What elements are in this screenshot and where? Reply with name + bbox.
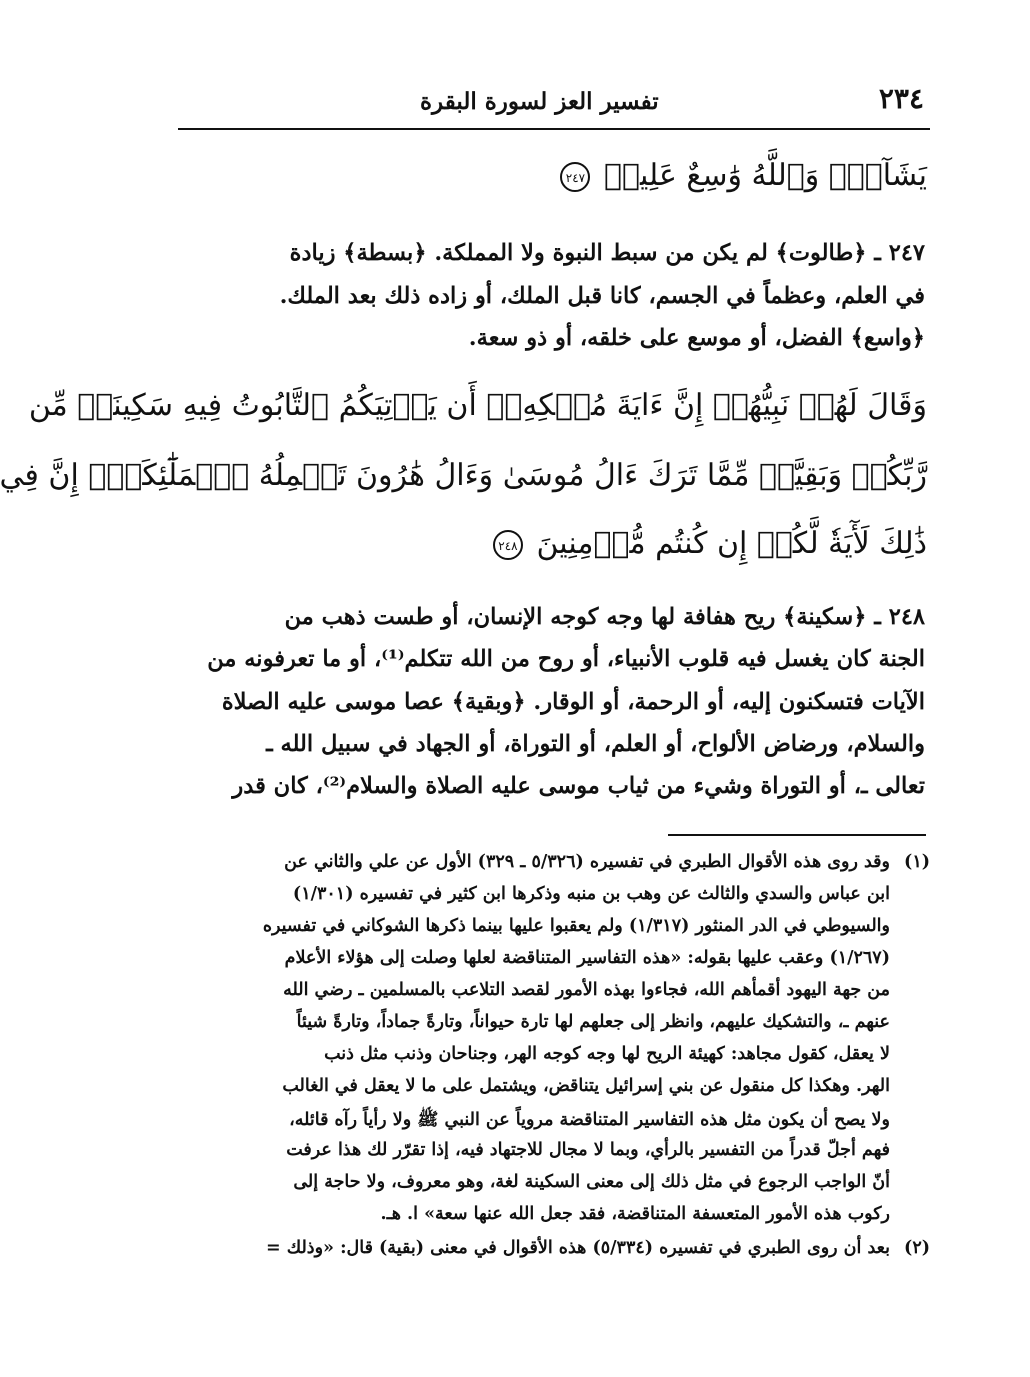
footnote-line: ابن عباس والسدي والثالث عن وهب بن منبه وذكرها ابن كثير في تفسيره (١/٣٠١) — [292, 884, 890, 904]
footnote-line: (١/٢٦٧) وعقب عليها بقوله: «هذه التفاسير المتناقضة لعلها وصلت إلى هؤلاء الأعلام — [284, 948, 890, 968]
footnote-line: ولا يصح أن يكون مثل هذه التفاسير المتناقضة مروياً عن النبي ﷺ ولا رأياً رآه قائله، — [289, 1110, 890, 1130]
footnote-line: عنهم ـ، والتشكيك عليهم، وانظر إلى جعلهم لها تارة حيواناً، وتارةً جماداً، وتارةً شيئاً — [296, 1012, 890, 1032]
ayah-number-mark: ٢٤٧ — [560, 162, 590, 192]
verse-247-text: يَشَآءُۚ وَٱللَّهُ وَٰسِعٌ عَلِيمٞ — [604, 158, 927, 193]
commentary-line: ٢٤٨ ـ ﴿سكينة﴾ ريح هفافة لها وجه كوجه الإنسان، أو طست ذهب من — [284, 604, 925, 630]
book-title: تفسير العز لسورة البقرة — [420, 88, 659, 115]
verse-247-line — [172, 158, 927, 193]
footnote-line: لا يعقل، كقول مجاهد: كهيئة الريح لها وجه كوجه الهر، وجناحان وذنب مثل ذنب — [324, 1044, 890, 1064]
commentary-line: في العلم، وعظماً في الجسم، كانا قبل الملك، أو زاده ذلك بعد الملك. — [279, 283, 925, 309]
footnote-line: ركوب هذه الأمور المتعسفة المتناقضة، فقد جعل الله عنها سعة» ا. هـ. — [380, 1204, 890, 1224]
footnote-number: (٢) — [904, 1238, 930, 1258]
footnote-line: من جهة اليهود أقمأهم الله، فجاءوا بهذه الأمور لقصد التلاعب بالمسلمين ـ رضي الله — [283, 980, 890, 1000]
verse-248-text: ذَٰلِكَ لَأٓيَةٗ لَّكُمۡ إِن كُنتُم مُّؤۡمِنِينَ — [536, 526, 927, 561]
footnote-line: والسيوطي في الدر المنثور (١/٣١٧) ولم يعقبوا عليها بينما ذكرها الشوكاني في تفسيره — [262, 916, 890, 936]
commentary-line: الآيات فتسكنون إليه، أو الرحمة، أو الوقار. ﴿وبقية﴾ عصا موسى عليه الصلاة — [221, 689, 925, 715]
footnote-separator — [668, 834, 926, 836]
header-rule — [178, 128, 930, 130]
commentary-line: والسلام، ورضاض الألواح، أو العلم، أو التوراة، أو الجهاد في سبيل الله ـ — [266, 731, 925, 757]
commentary-line: تعالى ـ، أو التوراة وشيء من ثياب موسى عليه الصلاة والسلام⁽²⁾، كان قدر — [232, 773, 925, 799]
footnote-number: (١) — [904, 852, 930, 872]
verse-248-line: وَقَالَ لَهُمۡ نَبِيُّهُمۡ إِنَّ ءَايَةَ مُلۡكِهِۦٓ أَن يَأۡتِيَكُمُ ٱلتَّابُوتُ فِيهِ سَكِينَةٞ مِّن — [28, 388, 927, 423]
footnote-line: الهر. وهكذا كل منقول عن بني إسرائيل يتناقض، ويشتمل على ما لا يعقل في الغالب — [282, 1076, 890, 1096]
page-number: ٢٣٤ — [878, 82, 924, 115]
verse-248-line: رَّبِّكُمۡ وَبَقِيَّةٞ مِّمَّا تَرَكَ ءَالُ مُوسَىٰ وَءَالُ هَٰرُونَ تَحۡمِلُهُ ٱلۡمَلَٰٓئِكَةُۚ إِنَّ فِي — [0, 458, 927, 493]
commentary-line: ﴿واسع﴾ الفضل، أو موسع على خلقه، أو ذو سعة. — [468, 325, 925, 351]
ayah-number-mark: ٢٤٨ — [493, 530, 523, 560]
footnote-line: أنّ الواجب الرجوع في مثل ذلك إلى معنى السكينة لغة، وهو معروف، ولا حاجة إلى — [293, 1172, 890, 1192]
verse-248-line — [172, 526, 927, 561]
footnote-line: فهم أجلّ قدراً من التفسير بالرأي، وبما لا مجال للاجتهاد فيه، إذا تقرّر لك هذا عرفت — [286, 1140, 890, 1160]
footnote-line: بعد أن روى الطبري في تفسيره (٥/٣٣٤) هذه الأقوال في معنى (بقية) قال: «وذلك = — [265, 1238, 890, 1258]
commentary-line: الجنة كان يغسل فيه قلوب الأنبياء، أو روح من الله تتكلم⁽¹⁾، أو ما تعرفونه من — [207, 646, 925, 672]
commentary-line: ٢٤٧ ـ ﴿طالوت﴾ لم يكن من سبط النبوة ولا المملكة. ﴿بسطة﴾ زيادة — [289, 240, 925, 266]
footnote-line: وقد روى هذه الأقوال الطبري في تفسيره (٥/٣٢٦ ـ ٣٢٩) الأول عن علي والثاني عن — [284, 852, 890, 872]
